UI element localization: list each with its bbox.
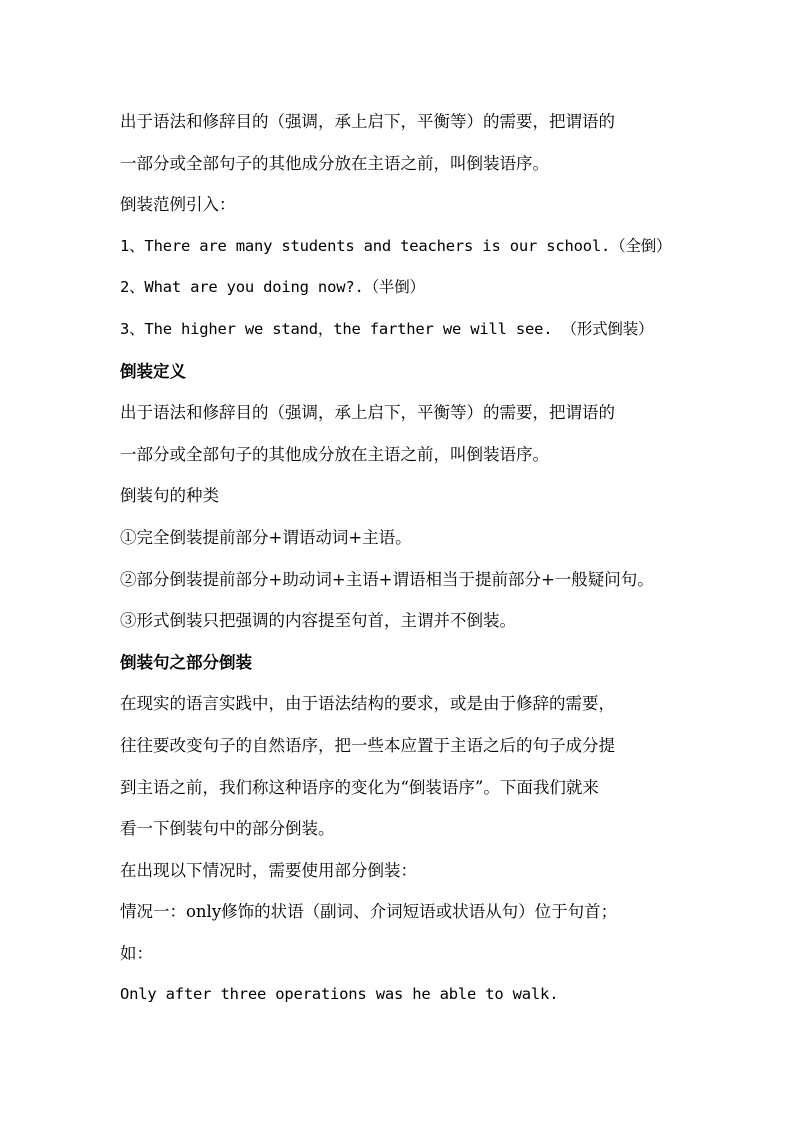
paragraph-line: 在现实的语言实践中，由于语法结构的要求，或是由于修辞的需要， bbox=[120, 694, 615, 714]
section-label: 倒装范例引入： bbox=[120, 195, 236, 215]
example-sentence: 2、What are you doing now?.（半倒） bbox=[120, 278, 425, 297]
list-item: ①完全倒装提前部分+谓语动词+主语。 bbox=[120, 527, 412, 547]
section-heading: 倒装句之部分倒装 bbox=[120, 652, 252, 672]
example-sentence: 3、The higher we stand，the farther we will see. （形式倒装） bbox=[120, 319, 654, 338]
paragraph-line: 看一下倒装句中的部分倒装。 bbox=[120, 819, 335, 839]
paragraph-line: 如： bbox=[120, 943, 153, 963]
paragraph-line: 出于语法和修辞目的（强调，承上启下，平衡等）的需要，把谓语的 bbox=[120, 112, 615, 131]
paragraph-line: 一部分或全部句子的其他成分放在主语之前，叫倒装语序。 bbox=[120, 153, 549, 173]
example-sentence: Only after three operations was he able to walk. bbox=[120, 985, 559, 1004]
paragraph-line: 情况一：only修饰的状语（副词、介词短语或状语从句）位于句首； bbox=[120, 902, 618, 922]
paragraph-line: 出于语法和修辞目的（强调，承上启下，平衡等）的需要，把谓语的 bbox=[120, 403, 615, 423]
list-item: ③形式倒装只把强调的内容提至句首，主谓并不倒装。 bbox=[120, 611, 516, 631]
paragraph-line: 到主语之前，我们称这种语序的变化为“倒装语序”。下面我们就来 bbox=[120, 777, 599, 797]
paragraph-line: 一部分或全部句子的其他成分放在主语之前，叫倒装语序。 bbox=[120, 444, 549, 464]
paragraph-line: 在出现以下情况时，需要使用部分倒装： bbox=[120, 860, 417, 880]
paragraph-line: 往往要改变句子的自然语序，把一些本应置于主语之后的句子成分提 bbox=[120, 735, 615, 755]
list-item: ②部分倒装提前部分+助动词+主语+谓语相当于提前部分+一般疑问句。 bbox=[120, 569, 654, 589]
section-heading: 倒装定义 bbox=[120, 361, 186, 381]
example-sentence: 1、There are many students and teachers is our school.（全倒） bbox=[120, 236, 672, 255]
section-label: 倒装句的种类 bbox=[120, 486, 219, 506]
